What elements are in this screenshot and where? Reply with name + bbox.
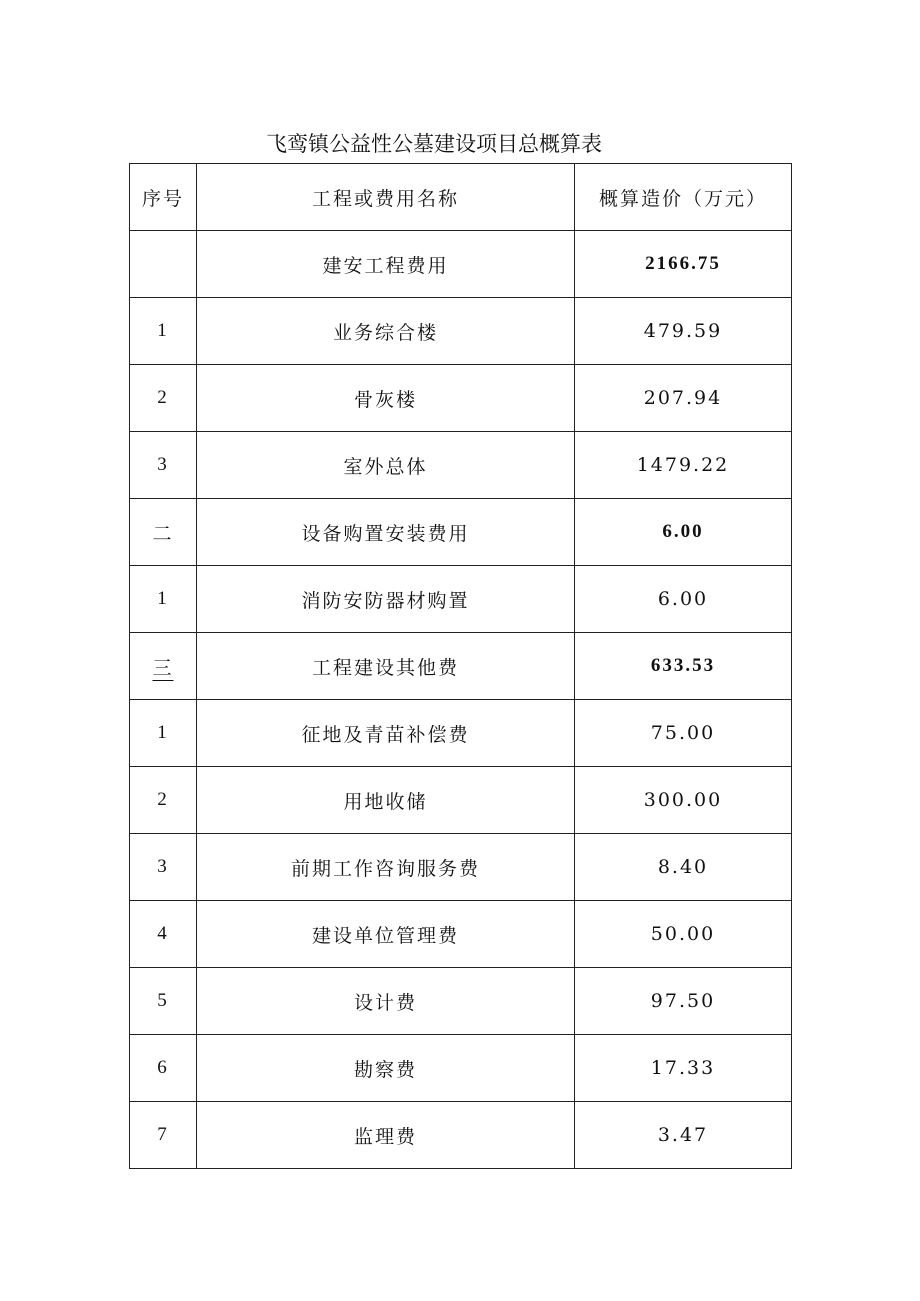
row-cost: 300.00 — [575, 767, 792, 834]
row-name: 前期工作咨询服务费 — [197, 834, 575, 901]
row-cost: 8.40 — [575, 834, 792, 901]
table-row — [130, 365, 792, 432]
row-seq: 2 — [130, 365, 197, 432]
row-name: 消防安防器材购置 — [197, 566, 575, 633]
row-seq: 1 — [130, 700, 197, 767]
row-seq: 三 — [152, 657, 174, 679]
row-seq: 5 — [130, 968, 197, 1035]
row-cost: 1479.22 — [575, 432, 792, 499]
table-row — [130, 432, 792, 499]
table-row — [130, 633, 792, 700]
row-seq: 二 — [130, 499, 197, 566]
table-row — [130, 968, 792, 1035]
table-row — [130, 901, 792, 968]
table-row — [130, 1102, 792, 1169]
row-cost: 6.00 — [575, 499, 792, 566]
table-row — [130, 767, 792, 834]
row-seq — [130, 231, 197, 298]
row-name: 征地及青苗补偿费 — [197, 700, 575, 767]
row-seq: 3 — [130, 432, 197, 499]
header-name: 工程或费用名称 — [197, 164, 575, 231]
row-cost: 633.53 — [575, 633, 792, 700]
row-name: 骨灰楼 — [197, 365, 575, 432]
row-seq: 4 — [130, 901, 197, 968]
row-cost: 75.00 — [575, 700, 792, 767]
table-row — [130, 834, 792, 901]
table-row — [130, 298, 792, 365]
row-seq: 1 — [130, 298, 197, 365]
row-cost: 3.47 — [575, 1102, 792, 1169]
row-cost: 479.59 — [575, 298, 792, 365]
header-cost: 概算造价（万元） — [575, 164, 792, 231]
header-seq: 序号 — [130, 164, 197, 231]
row-cost: 2166.75 — [575, 231, 792, 298]
row-name: 监理费 — [197, 1102, 575, 1169]
row-cost: 50.00 — [575, 901, 792, 968]
row-name: 勘察费 — [197, 1035, 575, 1102]
row-seq: 6 — [130, 1035, 197, 1102]
row-name: 建安工程费用 — [197, 231, 575, 298]
row-seq: 7 — [130, 1102, 197, 1169]
table-row — [130, 499, 792, 566]
row-cost: 17.33 — [575, 1035, 792, 1102]
row-seq: 3 — [130, 834, 197, 901]
row-name: 用地收储 — [197, 767, 575, 834]
row-name: 室外总体 — [197, 432, 575, 499]
row-name: 工程建设其他费 — [197, 633, 575, 700]
table-row — [130, 700, 792, 767]
row-cost: 207.94 — [575, 365, 792, 432]
table-row — [130, 566, 792, 633]
page-title: 飞鸾镇公益性公墓建设项目总概算表 — [266, 132, 602, 156]
row-cost: 97.50 — [575, 968, 792, 1035]
row-cost: 6.00 — [575, 566, 792, 633]
table-row — [130, 231, 792, 298]
table-header-row — [130, 164, 792, 231]
row-seq-cell — [130, 633, 197, 700]
row-seq: 2 — [130, 767, 197, 834]
budget-table — [129, 163, 792, 1169]
row-name: 业务综合楼 — [197, 298, 575, 365]
row-name: 设备购置安装费用 — [197, 499, 575, 566]
row-name: 建设单位管理费 — [197, 901, 575, 968]
row-seq: 1 — [130, 566, 197, 633]
row-name: 设计费 — [197, 968, 575, 1035]
table-row — [130, 1035, 792, 1102]
